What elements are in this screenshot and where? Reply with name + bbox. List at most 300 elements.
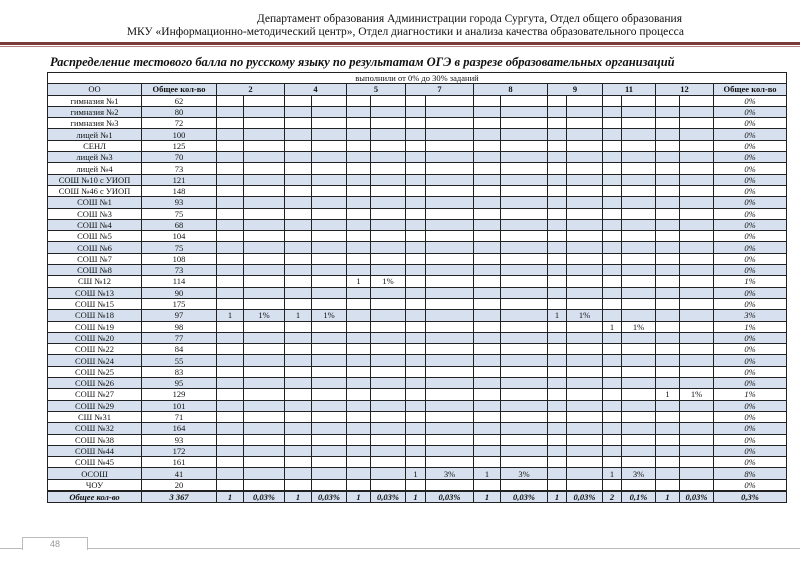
total-cell: 0,1% — [622, 491, 656, 503]
value-cell — [312, 118, 347, 129]
value-cell — [603, 298, 622, 309]
value-cell — [548, 174, 567, 185]
value-cell — [474, 185, 501, 196]
value-cell — [680, 434, 714, 445]
value-cell — [501, 321, 548, 332]
value-cell — [474, 445, 501, 456]
value-cell — [656, 95, 680, 106]
value-cell — [680, 242, 714, 253]
value-cell — [622, 344, 656, 355]
value-cell — [347, 479, 371, 491]
value-cell — [426, 152, 474, 163]
value-cell — [680, 332, 714, 343]
value-cell — [567, 95, 603, 106]
value-cell — [285, 479, 312, 491]
value-cell — [312, 95, 347, 106]
table-row — [48, 140, 787, 151]
value-cell — [426, 434, 474, 445]
value-cell — [244, 231, 285, 242]
value-cell: 0% — [714, 434, 787, 445]
value-cell: 97 — [142, 310, 217, 321]
value-cell — [501, 287, 548, 298]
value-cell — [347, 400, 371, 411]
value-cell: 93 — [142, 197, 217, 208]
value-cell — [244, 378, 285, 389]
value-cell: 0% — [714, 163, 787, 174]
total-cell: 0,03% — [371, 491, 406, 503]
value-cell — [680, 423, 714, 434]
value-cell — [426, 265, 474, 276]
value-cell — [347, 231, 371, 242]
value-cell — [622, 276, 656, 287]
value-cell — [312, 265, 347, 276]
value-cell — [622, 389, 656, 400]
value-cell — [567, 231, 603, 242]
value-cell: 75 — [142, 208, 217, 219]
value-cell — [217, 95, 244, 106]
value-cell — [474, 321, 501, 332]
value-cell — [622, 140, 656, 151]
value-cell — [312, 219, 347, 230]
value-cell — [217, 457, 244, 468]
value-cell — [680, 468, 714, 479]
value-cell — [217, 163, 244, 174]
value-cell — [312, 106, 347, 117]
value-cell — [622, 434, 656, 445]
value-cell — [567, 355, 603, 366]
value-cell — [285, 355, 312, 366]
value-cell — [217, 174, 244, 185]
value-cell — [406, 332, 426, 343]
value-cell — [622, 265, 656, 276]
value-cell — [603, 208, 622, 219]
value-cell: 0% — [714, 445, 787, 456]
value-cell — [603, 242, 622, 253]
value-cell: 1 — [548, 310, 567, 321]
value-cell — [312, 129, 347, 140]
total-cell: 0,03% — [680, 491, 714, 503]
table-row — [48, 208, 787, 219]
value-cell — [347, 174, 371, 185]
value-cell — [603, 231, 622, 242]
value-cell — [548, 152, 567, 163]
value-cell — [244, 332, 285, 343]
table-row — [48, 197, 787, 208]
total-cell: 0,3% — [714, 491, 787, 503]
value-cell — [217, 152, 244, 163]
value-cell — [567, 479, 603, 491]
value-cell — [406, 185, 426, 196]
org-name-cell: СОШ №27 — [48, 389, 142, 400]
value-cell — [217, 411, 244, 422]
value-cell — [371, 253, 406, 264]
table-row — [48, 185, 787, 196]
value-cell: 0% — [714, 457, 787, 468]
value-cell — [406, 423, 426, 434]
value-cell — [567, 106, 603, 117]
value-cell — [347, 366, 371, 377]
org-name-cell: СОШ №1 — [48, 197, 142, 208]
value-cell — [567, 298, 603, 309]
value-cell — [474, 355, 501, 366]
value-cell: 90 — [142, 287, 217, 298]
table-row — [48, 276, 787, 287]
value-cell — [501, 276, 548, 287]
value-cell — [244, 253, 285, 264]
value-cell — [312, 197, 347, 208]
value-cell — [603, 310, 622, 321]
value-cell — [406, 344, 426, 355]
value-cell — [285, 411, 312, 422]
value-cell: 68 — [142, 219, 217, 230]
value-cell — [285, 366, 312, 377]
org-name-cell: ЧОУ — [48, 479, 142, 491]
table-title: Распределение тестового балла по русскому языку по результатам ОГЭ в разрезе образовательных организаций — [50, 55, 675, 69]
value-cell — [680, 378, 714, 389]
value-cell — [217, 434, 244, 445]
value-cell — [426, 242, 474, 253]
value-cell — [567, 174, 603, 185]
value-cell — [244, 468, 285, 479]
value-cell — [371, 423, 406, 434]
value-cell — [371, 366, 406, 377]
value-cell — [347, 197, 371, 208]
table-row — [48, 321, 787, 332]
value-cell — [603, 253, 622, 264]
value-cell — [285, 457, 312, 468]
value-cell — [548, 276, 567, 287]
value-cell: 1% — [622, 321, 656, 332]
value-cell — [312, 434, 347, 445]
value-cell: 1 — [474, 468, 501, 479]
value-cell: 0% — [714, 129, 787, 140]
value-cell — [656, 400, 680, 411]
value-cell — [406, 152, 426, 163]
value-cell — [474, 479, 501, 491]
value-cell — [347, 287, 371, 298]
value-cell — [406, 95, 426, 106]
value-cell — [426, 321, 474, 332]
value-cell: 1 — [603, 468, 622, 479]
value-cell — [312, 344, 347, 355]
value-cell — [244, 445, 285, 456]
value-cell — [371, 298, 406, 309]
value-cell — [548, 332, 567, 343]
value-cell — [474, 276, 501, 287]
value-cell — [347, 321, 371, 332]
value-cell — [656, 411, 680, 422]
value-cell — [217, 389, 244, 400]
total-row — [48, 491, 787, 503]
value-cell — [656, 310, 680, 321]
value-cell — [426, 332, 474, 343]
value-cell — [285, 197, 312, 208]
org-name-cell: СОШ №29 — [48, 400, 142, 411]
value-cell — [244, 434, 285, 445]
value-cell — [371, 332, 406, 343]
value-cell — [426, 95, 474, 106]
value-cell — [567, 423, 603, 434]
value-cell — [347, 389, 371, 400]
value-cell — [603, 378, 622, 389]
value-cell — [217, 106, 244, 117]
value-cell — [680, 95, 714, 106]
value-cell — [548, 411, 567, 422]
value-cell — [285, 265, 312, 276]
value-cell — [622, 457, 656, 468]
value-cell — [244, 140, 285, 151]
value-cell — [426, 253, 474, 264]
value-cell — [548, 287, 567, 298]
value-cell — [680, 445, 714, 456]
value-cell — [371, 106, 406, 117]
value-cell — [347, 242, 371, 253]
value-cell — [603, 95, 622, 106]
value-cell — [603, 479, 622, 491]
org-name-cell: СОШ №4 — [48, 219, 142, 230]
value-cell — [548, 163, 567, 174]
value-cell — [501, 152, 548, 163]
value-cell — [622, 253, 656, 264]
value-cell — [656, 332, 680, 343]
value-cell — [501, 174, 548, 185]
value-cell — [426, 185, 474, 196]
value-cell — [474, 106, 501, 117]
total-cell: 2 — [603, 491, 622, 503]
value-cell: 1% — [714, 276, 787, 287]
value-cell — [603, 152, 622, 163]
value-cell — [285, 152, 312, 163]
value-cell — [406, 174, 426, 185]
value-cell: 161 — [142, 457, 217, 468]
value-cell — [406, 479, 426, 491]
org-name-cell: СОШ №25 — [48, 366, 142, 377]
value-cell — [680, 265, 714, 276]
value-cell — [371, 152, 406, 163]
value-cell — [548, 185, 567, 196]
value-cell: 1 — [406, 468, 426, 479]
value-cell — [603, 434, 622, 445]
value-cell: 172 — [142, 445, 217, 456]
value-cell: 175 — [142, 298, 217, 309]
value-cell: 70 — [142, 152, 217, 163]
value-cell — [656, 152, 680, 163]
value-cell — [406, 310, 426, 321]
value-cell: 80 — [142, 106, 217, 117]
value-cell — [312, 445, 347, 456]
value-cell — [347, 332, 371, 343]
value-cell: 0% — [714, 106, 787, 117]
value-cell — [501, 332, 548, 343]
value-cell — [501, 95, 548, 106]
value-cell — [622, 231, 656, 242]
value-cell — [656, 378, 680, 389]
value-cell — [680, 219, 714, 230]
value-cell — [371, 321, 406, 332]
org-name-cell: лицей №4 — [48, 163, 142, 174]
value-cell: 129 — [142, 389, 217, 400]
value-cell — [680, 366, 714, 377]
value-cell — [406, 231, 426, 242]
value-cell — [244, 389, 285, 400]
value-cell — [474, 197, 501, 208]
value-cell — [548, 208, 567, 219]
table-row — [48, 366, 787, 377]
value-cell — [285, 389, 312, 400]
total-cell: 1 — [656, 491, 680, 503]
value-cell — [603, 457, 622, 468]
value-cell — [548, 400, 567, 411]
table-row — [48, 106, 787, 117]
value-cell — [244, 106, 285, 117]
value-cell: 3% — [501, 468, 548, 479]
value-cell — [371, 344, 406, 355]
value-cell — [656, 140, 680, 151]
value-cell: 114 — [142, 276, 217, 287]
value-cell — [347, 253, 371, 264]
value-cell — [406, 457, 426, 468]
table-row — [48, 389, 787, 400]
value-cell — [474, 434, 501, 445]
org-name-cell: СШ №12 — [48, 276, 142, 287]
value-cell: 101 — [142, 400, 217, 411]
value-cell — [567, 265, 603, 276]
value-cell — [285, 298, 312, 309]
value-cell: 1% — [714, 321, 787, 332]
value-cell: 0% — [714, 219, 787, 230]
value-cell — [548, 434, 567, 445]
value-cell — [217, 400, 244, 411]
value-cell — [217, 321, 244, 332]
value-cell: 3% — [622, 468, 656, 479]
value-cell — [217, 219, 244, 230]
value-cell — [622, 423, 656, 434]
value-cell — [285, 208, 312, 219]
value-cell: 0% — [714, 423, 787, 434]
value-cell — [603, 411, 622, 422]
value-cell: 73 — [142, 265, 217, 276]
table-row — [48, 231, 787, 242]
value-cell — [548, 106, 567, 117]
value-cell — [603, 366, 622, 377]
value-cell — [548, 344, 567, 355]
value-cell: 20 — [142, 479, 217, 491]
table-row — [48, 344, 787, 355]
value-cell — [501, 140, 548, 151]
value-cell — [426, 174, 474, 185]
value-cell — [567, 185, 603, 196]
value-cell — [548, 242, 567, 253]
org-name-cell: СОШ №18 — [48, 310, 142, 321]
value-cell — [285, 219, 312, 230]
value-cell — [244, 287, 285, 298]
value-cell: 0% — [714, 208, 787, 219]
value-cell — [285, 163, 312, 174]
value-cell — [217, 276, 244, 287]
value-cell — [217, 265, 244, 276]
value-cell — [603, 118, 622, 129]
value-cell — [406, 163, 426, 174]
value-cell — [474, 411, 501, 422]
value-cell — [244, 400, 285, 411]
value-cell — [474, 129, 501, 140]
value-cell — [285, 445, 312, 456]
value-cell — [371, 310, 406, 321]
value-cell — [285, 174, 312, 185]
value-cell — [285, 140, 312, 151]
org-name-cell: СОШ №26 — [48, 378, 142, 389]
value-cell — [406, 445, 426, 456]
value-cell — [426, 344, 474, 355]
value-cell — [622, 355, 656, 366]
value-cell — [622, 445, 656, 456]
value-cell — [244, 219, 285, 230]
value-cell — [548, 378, 567, 389]
value-cell — [567, 219, 603, 230]
org-name-cell: СОШ №20 — [48, 332, 142, 343]
header-center: МКУ «Информационно-методический центр», Отдел диагностики и анализа качества образовательного процесса — [126, 26, 684, 38]
value-cell — [474, 366, 501, 377]
column-header: 2 — [217, 84, 285, 95]
value-cell — [244, 163, 285, 174]
value-cell — [426, 389, 474, 400]
value-cell: 1% — [567, 310, 603, 321]
value-cell — [426, 129, 474, 140]
value-cell — [426, 276, 474, 287]
value-cell — [567, 445, 603, 456]
value-cell: 108 — [142, 253, 217, 264]
value-cell — [406, 434, 426, 445]
value-cell — [312, 298, 347, 309]
value-cell: 0% — [714, 355, 787, 366]
value-cell — [474, 287, 501, 298]
value-cell — [312, 479, 347, 491]
value-cell — [426, 445, 474, 456]
value-cell — [656, 253, 680, 264]
value-cell — [680, 400, 714, 411]
value-cell — [426, 219, 474, 230]
value-cell — [567, 276, 603, 287]
value-cell — [347, 378, 371, 389]
value-cell — [347, 445, 371, 456]
value-cell — [501, 129, 548, 140]
total-cell: 1 — [285, 491, 312, 503]
value-cell — [567, 457, 603, 468]
value-cell: 104 — [142, 231, 217, 242]
header-department: Департамент образования Администрации города Сургута, Отдел общего образования — [256, 13, 682, 25]
value-cell — [347, 140, 371, 151]
value-cell — [567, 253, 603, 264]
value-cell — [426, 400, 474, 411]
value-cell — [656, 434, 680, 445]
value-cell — [285, 106, 312, 117]
column-header: Общее кол-во — [714, 84, 787, 95]
value-cell — [347, 434, 371, 445]
value-cell — [347, 185, 371, 196]
table-row — [48, 411, 787, 422]
value-cell — [347, 310, 371, 321]
value-cell — [680, 276, 714, 287]
value-cell — [501, 242, 548, 253]
value-cell — [312, 152, 347, 163]
value-cell — [474, 219, 501, 230]
value-cell — [371, 434, 406, 445]
value-cell — [567, 366, 603, 377]
value-cell — [244, 152, 285, 163]
value-cell: 1 — [217, 310, 244, 321]
value-cell: 3% — [714, 310, 787, 321]
value-cell — [622, 197, 656, 208]
